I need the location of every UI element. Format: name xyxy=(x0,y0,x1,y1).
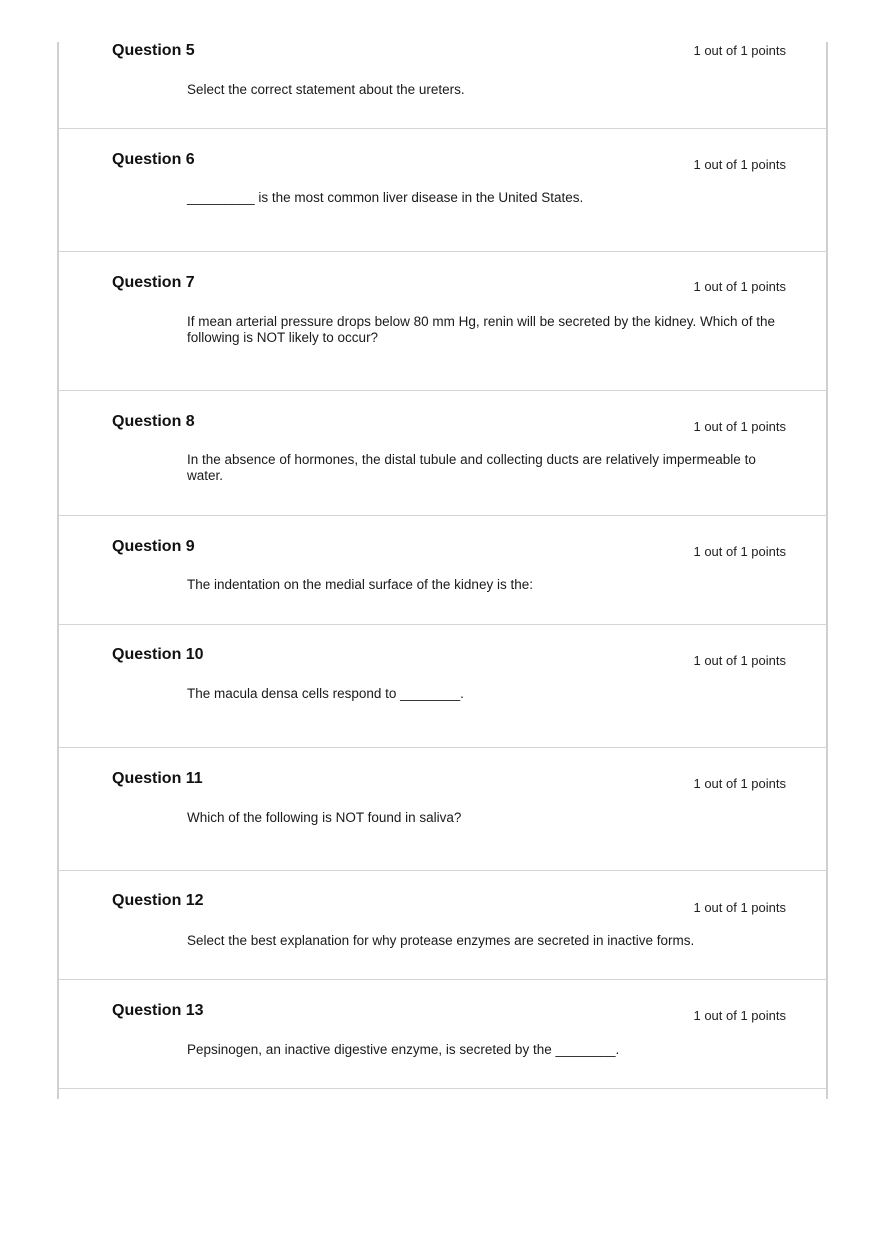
question-block-7 xyxy=(59,252,826,391)
question-text: If mean arterial pressure drops below 80 mm Hg, renin will be secreted by the kidney. Which of the following is NOT likely to occur? xyxy=(187,314,776,345)
question-points: 1 out of 1 points xyxy=(693,900,786,915)
question-title: Question 12 xyxy=(112,892,204,909)
question-title: Question 7 xyxy=(112,274,195,291)
question-text: Select the correct statement about the ureters. xyxy=(187,82,465,97)
question-points: 1 out of 1 points xyxy=(693,1008,786,1023)
question-points: 1 out of 1 points xyxy=(693,419,786,434)
question-text: _________ is the most common liver disease in the United States. xyxy=(187,190,584,205)
question-points: 1 out of 1 points xyxy=(693,43,786,58)
question-title: Question 8 xyxy=(112,413,195,430)
question-title: Question 11 xyxy=(112,770,203,787)
question-points: 1 out of 1 points xyxy=(693,776,786,791)
question-block-12 xyxy=(59,871,826,980)
questions-panel xyxy=(57,42,828,1099)
question-text: In the absence of hormones, the distal tubule and collecting ducts are relatively impermeable to water. xyxy=(187,452,756,483)
question-text: The indentation on the medial surface of the kidney is the: xyxy=(187,577,533,592)
question-text: The macula densa cells respond to ________. xyxy=(187,686,464,701)
question-text: Which of the following is NOT found in saliva? xyxy=(187,810,462,825)
question-block-11 xyxy=(59,748,826,871)
question-block-6 xyxy=(59,129,826,252)
question-points: 1 out of 1 points xyxy=(693,157,786,172)
question-block-9 xyxy=(59,516,826,625)
question-title: Question 9 xyxy=(112,538,195,555)
question-block-10 xyxy=(59,625,826,748)
question-title: Question 10 xyxy=(112,646,204,663)
question-points: 1 out of 1 points xyxy=(693,653,786,668)
question-title: Question 6 xyxy=(112,151,195,168)
question-title: Question 13 xyxy=(112,1002,204,1019)
question-block-13 xyxy=(59,980,826,1089)
question-points: 1 out of 1 points xyxy=(693,279,786,294)
question-title: Question 5 xyxy=(112,42,195,59)
question-text: Pepsinogen, an inactive digestive enzyme, is secreted by the ________. xyxy=(187,1042,620,1057)
question-points: 1 out of 1 points xyxy=(693,544,786,559)
question-text: Select the best explanation for why protease enzymes are secreted in inactive forms. xyxy=(187,933,695,948)
question-block-8 xyxy=(59,391,826,516)
question-block-5 xyxy=(59,0,826,129)
